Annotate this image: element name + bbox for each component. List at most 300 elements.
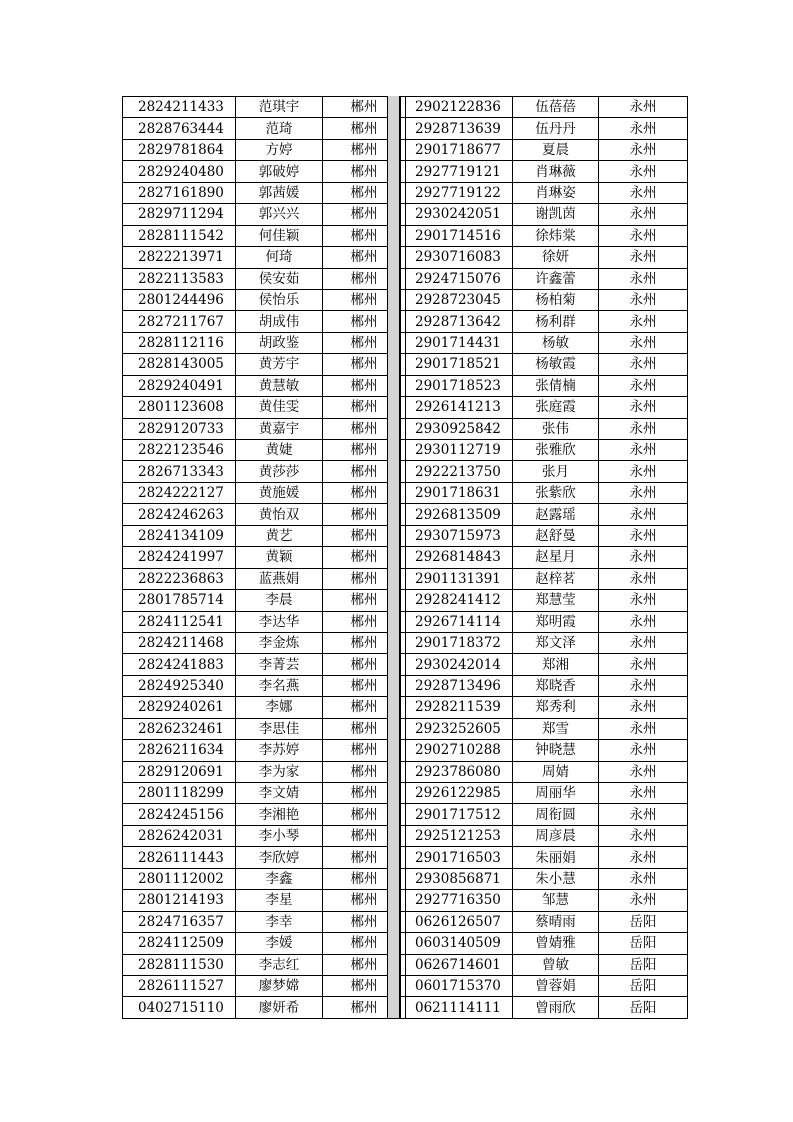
student-name-cell: 杨利群 bbox=[513, 311, 599, 332]
student-id-cell: 2901718677 bbox=[401, 139, 513, 160]
table-row bbox=[123, 247, 406, 268]
city-cell: 永州 bbox=[599, 740, 688, 761]
student-name-cell: 范琪宇 bbox=[236, 97, 323, 118]
table-row bbox=[401, 740, 688, 761]
student-id-cell: 2926813509 bbox=[401, 504, 513, 525]
student-name-cell: 李媛 bbox=[236, 933, 323, 954]
student-id-cell: 2901718372 bbox=[401, 632, 513, 653]
table-row bbox=[123, 997, 406, 1018]
table-row bbox=[123, 375, 406, 396]
city-cell: 郴州 bbox=[323, 375, 406, 396]
table-row bbox=[123, 911, 406, 932]
table-row bbox=[401, 461, 688, 482]
student-name-cell: 曾蓉娟 bbox=[513, 975, 599, 996]
student-name-cell: 周丽华 bbox=[513, 783, 599, 804]
student-id-cell: 2924715076 bbox=[401, 268, 513, 289]
city-cell: 郴州 bbox=[323, 804, 406, 825]
student-name-cell: 张月 bbox=[513, 461, 599, 482]
city-cell: 永州 bbox=[599, 289, 688, 310]
student-id-cell: 2801123608 bbox=[123, 397, 236, 418]
student-id-cell: 2902710288 bbox=[401, 740, 513, 761]
student-id-cell: 2901131391 bbox=[401, 568, 513, 589]
student-id-cell: 0603140509 bbox=[401, 933, 513, 954]
city-cell: 郴州 bbox=[323, 504, 406, 525]
student-id-cell: 0626714601 bbox=[401, 954, 513, 975]
student-name-cell: 李幸 bbox=[236, 911, 323, 932]
student-id-cell: 2826242031 bbox=[123, 825, 236, 846]
city-cell: 郴州 bbox=[323, 890, 406, 911]
city-cell: 郴州 bbox=[323, 975, 406, 996]
table-row bbox=[401, 975, 688, 996]
student-id-cell: 2829240491 bbox=[123, 375, 236, 396]
student-name-cell: 李菁芸 bbox=[236, 654, 323, 675]
student-name-cell: 李志红 bbox=[236, 954, 323, 975]
city-cell: 永州 bbox=[599, 375, 688, 396]
table-row bbox=[123, 825, 406, 846]
roster-page bbox=[122, 96, 670, 1018]
city-cell: 郴州 bbox=[323, 440, 406, 461]
city-cell: 郴州 bbox=[323, 461, 406, 482]
student-name-cell: 李晨 bbox=[236, 590, 323, 611]
student-name-cell: 郑慧莹 bbox=[513, 590, 599, 611]
student-id-cell: 2822113583 bbox=[123, 268, 236, 289]
student-name-cell: 张庭霞 bbox=[513, 397, 599, 418]
student-id-cell: 2828143005 bbox=[123, 354, 236, 375]
table-row bbox=[123, 675, 406, 696]
student-name-cell: 黄怡双 bbox=[236, 504, 323, 525]
city-cell: 郴州 bbox=[323, 847, 406, 868]
student-name-cell: 李小琴 bbox=[236, 825, 323, 846]
table-row bbox=[123, 954, 406, 975]
city-cell: 岳阳 bbox=[599, 997, 688, 1018]
student-id-cell: 2926122985 bbox=[401, 783, 513, 804]
city-cell: 郴州 bbox=[323, 204, 406, 225]
city-cell: 郴州 bbox=[323, 547, 406, 568]
student-id-cell: 2822236863 bbox=[123, 568, 236, 589]
table-row bbox=[123, 761, 406, 782]
city-cell: 永州 bbox=[599, 611, 688, 632]
city-cell: 永州 bbox=[599, 397, 688, 418]
student-name-cell: 黄婕 bbox=[236, 440, 323, 461]
table-row bbox=[123, 718, 406, 739]
table-row bbox=[401, 718, 688, 739]
student-name-cell: 李为家 bbox=[236, 761, 323, 782]
city-cell: 郴州 bbox=[323, 247, 406, 268]
student-id-cell: 2923786080 bbox=[401, 761, 513, 782]
city-cell: 永州 bbox=[599, 418, 688, 439]
table-row bbox=[401, 397, 688, 418]
student-name-cell: 张雅欣 bbox=[513, 440, 599, 461]
student-name-cell: 侯安茹 bbox=[236, 268, 323, 289]
table-row bbox=[401, 268, 688, 289]
student-name-cell: 何琦 bbox=[236, 247, 323, 268]
city-cell: 郴州 bbox=[323, 868, 406, 889]
student-id-cell: 2801244496 bbox=[123, 289, 236, 310]
student-id-cell: 2901716503 bbox=[401, 847, 513, 868]
city-cell: 郴州 bbox=[323, 182, 406, 203]
student-id-cell: 2901714516 bbox=[401, 225, 513, 246]
student-id-cell: 2926714114 bbox=[401, 611, 513, 632]
city-cell: 郴州 bbox=[323, 354, 406, 375]
table-row bbox=[401, 161, 688, 182]
table-row bbox=[123, 975, 406, 996]
student-id-cell: 2928211539 bbox=[401, 697, 513, 718]
city-cell: 永州 bbox=[599, 847, 688, 868]
student-name-cell: 黄慧敏 bbox=[236, 375, 323, 396]
student-name-cell: 黄嘉宇 bbox=[236, 418, 323, 439]
city-cell: 永州 bbox=[599, 139, 688, 160]
student-name-cell: 侯怡乐 bbox=[236, 289, 323, 310]
student-id-cell: 2927716350 bbox=[401, 890, 513, 911]
student-name-cell: 李湘艳 bbox=[236, 804, 323, 825]
city-cell: 永州 bbox=[599, 632, 688, 653]
student-name-cell: 廖梦嫦 bbox=[236, 975, 323, 996]
student-name-cell: 李金炼 bbox=[236, 632, 323, 653]
student-id-cell: 2827211767 bbox=[123, 311, 236, 332]
table-row bbox=[123, 482, 406, 503]
table-row bbox=[401, 118, 688, 139]
table-row bbox=[401, 783, 688, 804]
table-row bbox=[123, 504, 406, 525]
student-name-cell: 肖琳姿 bbox=[513, 182, 599, 203]
student-id-cell: 2901718631 bbox=[401, 482, 513, 503]
student-id-cell: 2926141213 bbox=[401, 397, 513, 418]
student-id-cell: 2902122836 bbox=[401, 97, 513, 118]
city-cell: 永州 bbox=[599, 482, 688, 503]
table-row bbox=[401, 954, 688, 975]
city-cell: 永州 bbox=[599, 654, 688, 675]
city-cell: 郴州 bbox=[323, 118, 406, 139]
student-name-cell: 张紫欣 bbox=[513, 482, 599, 503]
student-id-cell: 2930242051 bbox=[401, 204, 513, 225]
student-id-cell: 2801214193 bbox=[123, 890, 236, 911]
student-name-cell: 郭破婷 bbox=[236, 161, 323, 182]
table-row bbox=[401, 933, 688, 954]
student-id-cell: 2930716083 bbox=[401, 247, 513, 268]
student-id-cell: 2826111443 bbox=[123, 847, 236, 868]
city-cell: 永州 bbox=[599, 354, 688, 375]
city-cell: 永州 bbox=[599, 890, 688, 911]
student-id-cell: 2828111542 bbox=[123, 225, 236, 246]
column-divider bbox=[387, 96, 400, 1018]
student-name-cell: 方婷 bbox=[236, 139, 323, 160]
student-name-cell: 李达华 bbox=[236, 611, 323, 632]
student-name-cell: 李娜 bbox=[236, 697, 323, 718]
table-row bbox=[401, 997, 688, 1018]
student-name-cell: 曾雨欣 bbox=[513, 997, 599, 1018]
student-id-cell: 2926814843 bbox=[401, 547, 513, 568]
student-id-cell: 2930715973 bbox=[401, 525, 513, 546]
student-id-cell: 0626126507 bbox=[401, 911, 513, 932]
student-id-cell: 2930242014 bbox=[401, 654, 513, 675]
table-row bbox=[401, 890, 688, 911]
table-row bbox=[123, 697, 406, 718]
table-row bbox=[401, 675, 688, 696]
table-row bbox=[401, 847, 688, 868]
student-id-cell: 2829240480 bbox=[123, 161, 236, 182]
student-id-cell: 0621114111 bbox=[401, 997, 513, 1018]
table-row bbox=[401, 289, 688, 310]
student-id-cell: 2828763444 bbox=[123, 118, 236, 139]
table-row bbox=[401, 590, 688, 611]
student-name-cell: 李鑫 bbox=[236, 868, 323, 889]
table-row bbox=[401, 568, 688, 589]
table-row bbox=[123, 118, 406, 139]
city-cell: 郴州 bbox=[323, 611, 406, 632]
city-cell: 郴州 bbox=[323, 761, 406, 782]
table-row bbox=[401, 311, 688, 332]
city-cell: 郴州 bbox=[323, 311, 406, 332]
city-cell: 永州 bbox=[599, 675, 688, 696]
student-name-cell: 蔡晴雨 bbox=[513, 911, 599, 932]
student-name-cell: 赵星月 bbox=[513, 547, 599, 568]
student-name-cell: 许鑫蕾 bbox=[513, 268, 599, 289]
city-cell: 永州 bbox=[599, 783, 688, 804]
table-row bbox=[123, 182, 406, 203]
city-cell: 永州 bbox=[599, 268, 688, 289]
city-cell: 郴州 bbox=[323, 289, 406, 310]
student-id-cell: 2826211634 bbox=[123, 740, 236, 761]
left-roster-table bbox=[122, 96, 406, 1019]
student-id-cell: 2829781864 bbox=[123, 139, 236, 160]
student-name-cell: 赵梓茗 bbox=[513, 568, 599, 589]
table-row bbox=[401, 504, 688, 525]
student-id-cell: 2824716357 bbox=[123, 911, 236, 932]
student-id-cell: 2901714431 bbox=[401, 332, 513, 353]
student-name-cell: 郭兴兴 bbox=[236, 204, 323, 225]
student-name-cell: 谢凯茵 bbox=[513, 204, 599, 225]
student-id-cell: 0402715110 bbox=[123, 997, 236, 1018]
right-roster-body bbox=[401, 97, 688, 1019]
student-name-cell: 何佳颖 bbox=[236, 225, 323, 246]
city-cell: 郴州 bbox=[323, 139, 406, 160]
table-row bbox=[401, 225, 688, 246]
student-name-cell: 胡成伟 bbox=[236, 311, 323, 332]
student-name-cell: 李思佳 bbox=[236, 718, 323, 739]
table-row bbox=[401, 247, 688, 268]
student-id-cell: 2829120691 bbox=[123, 761, 236, 782]
student-id-cell: 2824241883 bbox=[123, 654, 236, 675]
city-cell: 郴州 bbox=[323, 525, 406, 546]
table-row bbox=[123, 97, 406, 118]
city-cell: 郴州 bbox=[323, 590, 406, 611]
table-row bbox=[401, 139, 688, 160]
table-row bbox=[123, 204, 406, 225]
student-name-cell: 黄艺 bbox=[236, 525, 323, 546]
student-name-cell: 郑湘 bbox=[513, 654, 599, 675]
student-id-cell: 2827161890 bbox=[123, 182, 236, 203]
table-row bbox=[123, 547, 406, 568]
student-id-cell: 2826713343 bbox=[123, 461, 236, 482]
student-id-cell: 2928723045 bbox=[401, 289, 513, 310]
student-id-cell: 2828112116 bbox=[123, 332, 236, 353]
city-cell: 岳阳 bbox=[599, 954, 688, 975]
student-name-cell: 邹慧 bbox=[513, 890, 599, 911]
city-cell: 永州 bbox=[599, 182, 688, 203]
city-cell: 郴州 bbox=[323, 568, 406, 589]
city-cell: 郴州 bbox=[323, 933, 406, 954]
table-row bbox=[123, 632, 406, 653]
table-row bbox=[123, 332, 406, 353]
city-cell: 郴州 bbox=[323, 783, 406, 804]
table-row bbox=[401, 182, 688, 203]
student-name-cell: 周婧 bbox=[513, 761, 599, 782]
student-name-cell: 赵露瑶 bbox=[513, 504, 599, 525]
city-cell: 郴州 bbox=[323, 418, 406, 439]
student-id-cell: 2901718521 bbox=[401, 354, 513, 375]
table-row bbox=[401, 354, 688, 375]
city-cell: 郴州 bbox=[323, 911, 406, 932]
student-id-cell: 2824211468 bbox=[123, 632, 236, 653]
table-row bbox=[123, 568, 406, 589]
city-cell: 永州 bbox=[599, 504, 688, 525]
student-name-cell: 张倩楠 bbox=[513, 375, 599, 396]
student-id-cell: 2824241997 bbox=[123, 547, 236, 568]
table-row bbox=[401, 204, 688, 225]
city-cell: 郴州 bbox=[323, 332, 406, 353]
student-id-cell: 2927719121 bbox=[401, 161, 513, 182]
student-id-cell: 2930925842 bbox=[401, 418, 513, 439]
student-id-cell: 2824134109 bbox=[123, 525, 236, 546]
table-row bbox=[401, 440, 688, 461]
city-cell: 郴州 bbox=[323, 482, 406, 503]
city-cell: 永州 bbox=[599, 332, 688, 353]
table-row bbox=[401, 804, 688, 825]
student-name-cell: 李名燕 bbox=[236, 675, 323, 696]
student-name-cell: 郑文泽 bbox=[513, 632, 599, 653]
table-row bbox=[401, 761, 688, 782]
student-name-cell: 肖琳薇 bbox=[513, 161, 599, 182]
city-cell: 永州 bbox=[599, 204, 688, 225]
table-row bbox=[401, 825, 688, 846]
student-id-cell: 2826232461 bbox=[123, 718, 236, 739]
student-id-cell: 2828111530 bbox=[123, 954, 236, 975]
student-id-cell: 2901718523 bbox=[401, 375, 513, 396]
student-name-cell: 廖妍希 bbox=[236, 997, 323, 1018]
city-cell: 郴州 bbox=[323, 740, 406, 761]
city-cell: 永州 bbox=[599, 568, 688, 589]
student-name-cell: 郑秀利 bbox=[513, 697, 599, 718]
city-cell: 永州 bbox=[599, 590, 688, 611]
student-name-cell: 曾敏 bbox=[513, 954, 599, 975]
right-roster-table bbox=[400, 96, 688, 1019]
student-name-cell: 郑雪 bbox=[513, 718, 599, 739]
student-name-cell: 伍蓓蓓 bbox=[513, 97, 599, 118]
student-name-cell: 黄莎莎 bbox=[236, 461, 323, 482]
table-row bbox=[123, 590, 406, 611]
student-name-cell: 徐妍 bbox=[513, 247, 599, 268]
student-name-cell: 赵舒曼 bbox=[513, 525, 599, 546]
table-row bbox=[123, 225, 406, 246]
table-row bbox=[123, 311, 406, 332]
city-cell: 永州 bbox=[599, 161, 688, 182]
student-name-cell: 郑晓香 bbox=[513, 675, 599, 696]
student-name-cell: 黄施媛 bbox=[236, 482, 323, 503]
student-id-cell: 2927719122 bbox=[401, 182, 513, 203]
student-id-cell: 2829711294 bbox=[123, 204, 236, 225]
student-name-cell: 钟晓慧 bbox=[513, 740, 599, 761]
student-id-cell: 2829120733 bbox=[123, 418, 236, 439]
table-row bbox=[123, 804, 406, 825]
student-name-cell: 杨敏霞 bbox=[513, 354, 599, 375]
table-row bbox=[123, 868, 406, 889]
student-id-cell: 2928713642 bbox=[401, 311, 513, 332]
city-cell: 永州 bbox=[599, 118, 688, 139]
table-row bbox=[123, 418, 406, 439]
city-cell: 永州 bbox=[599, 525, 688, 546]
city-cell: 永州 bbox=[599, 97, 688, 118]
table-row bbox=[401, 868, 688, 889]
city-cell: 永州 bbox=[599, 311, 688, 332]
city-cell: 永州 bbox=[599, 761, 688, 782]
city-cell: 岳阳 bbox=[599, 911, 688, 932]
student-id-cell: 2826111527 bbox=[123, 975, 236, 996]
student-name-cell: 蓝燕娟 bbox=[236, 568, 323, 589]
student-name-cell: 周彦晨 bbox=[513, 825, 599, 846]
city-cell: 郴州 bbox=[323, 954, 406, 975]
table-row bbox=[401, 97, 688, 118]
city-cell: 郴州 bbox=[323, 675, 406, 696]
table-row bbox=[123, 654, 406, 675]
city-cell: 永州 bbox=[599, 547, 688, 568]
student-id-cell: 2801785714 bbox=[123, 590, 236, 611]
student-name-cell: 李星 bbox=[236, 890, 323, 911]
student-id-cell: 2930112719 bbox=[401, 440, 513, 461]
city-cell: 郴州 bbox=[323, 654, 406, 675]
student-name-cell: 胡政鉴 bbox=[236, 332, 323, 353]
table-row bbox=[401, 547, 688, 568]
student-name-cell: 朱丽娟 bbox=[513, 847, 599, 868]
table-row bbox=[123, 268, 406, 289]
student-id-cell: 2928241412 bbox=[401, 590, 513, 611]
table-row bbox=[401, 482, 688, 503]
student-id-cell: 2922213750 bbox=[401, 461, 513, 482]
city-cell: 永州 bbox=[599, 225, 688, 246]
table-row bbox=[123, 461, 406, 482]
table-row bbox=[401, 654, 688, 675]
city-cell: 郴州 bbox=[323, 97, 406, 118]
table-row bbox=[401, 697, 688, 718]
table-row bbox=[123, 783, 406, 804]
city-cell: 永州 bbox=[599, 868, 688, 889]
left-roster-body bbox=[123, 97, 406, 1019]
student-id-cell: 2824211433 bbox=[123, 97, 236, 118]
student-name-cell: 郑明霞 bbox=[513, 611, 599, 632]
table-row bbox=[123, 933, 406, 954]
student-id-cell: 2930856871 bbox=[401, 868, 513, 889]
table-row bbox=[123, 139, 406, 160]
table-row bbox=[123, 611, 406, 632]
student-id-cell: 2928713639 bbox=[401, 118, 513, 139]
city-cell: 郴州 bbox=[323, 718, 406, 739]
student-name-cell: 张伟 bbox=[513, 418, 599, 439]
student-name-cell: 曾婧雅 bbox=[513, 933, 599, 954]
table-row bbox=[401, 525, 688, 546]
city-cell: 岳阳 bbox=[599, 933, 688, 954]
student-id-cell: 2824246263 bbox=[123, 504, 236, 525]
student-name-cell: 李文婧 bbox=[236, 783, 323, 804]
city-cell: 岳阳 bbox=[599, 975, 688, 996]
city-cell: 永州 bbox=[599, 697, 688, 718]
table-row bbox=[123, 161, 406, 182]
student-id-cell: 2925121253 bbox=[401, 825, 513, 846]
student-id-cell: 2824112541 bbox=[123, 611, 236, 632]
city-cell: 永州 bbox=[599, 440, 688, 461]
student-name-cell: 杨敏 bbox=[513, 332, 599, 353]
student-name-cell: 杨柏菊 bbox=[513, 289, 599, 310]
city-cell: 郴州 bbox=[323, 161, 406, 182]
student-id-cell: 2829240261 bbox=[123, 697, 236, 718]
